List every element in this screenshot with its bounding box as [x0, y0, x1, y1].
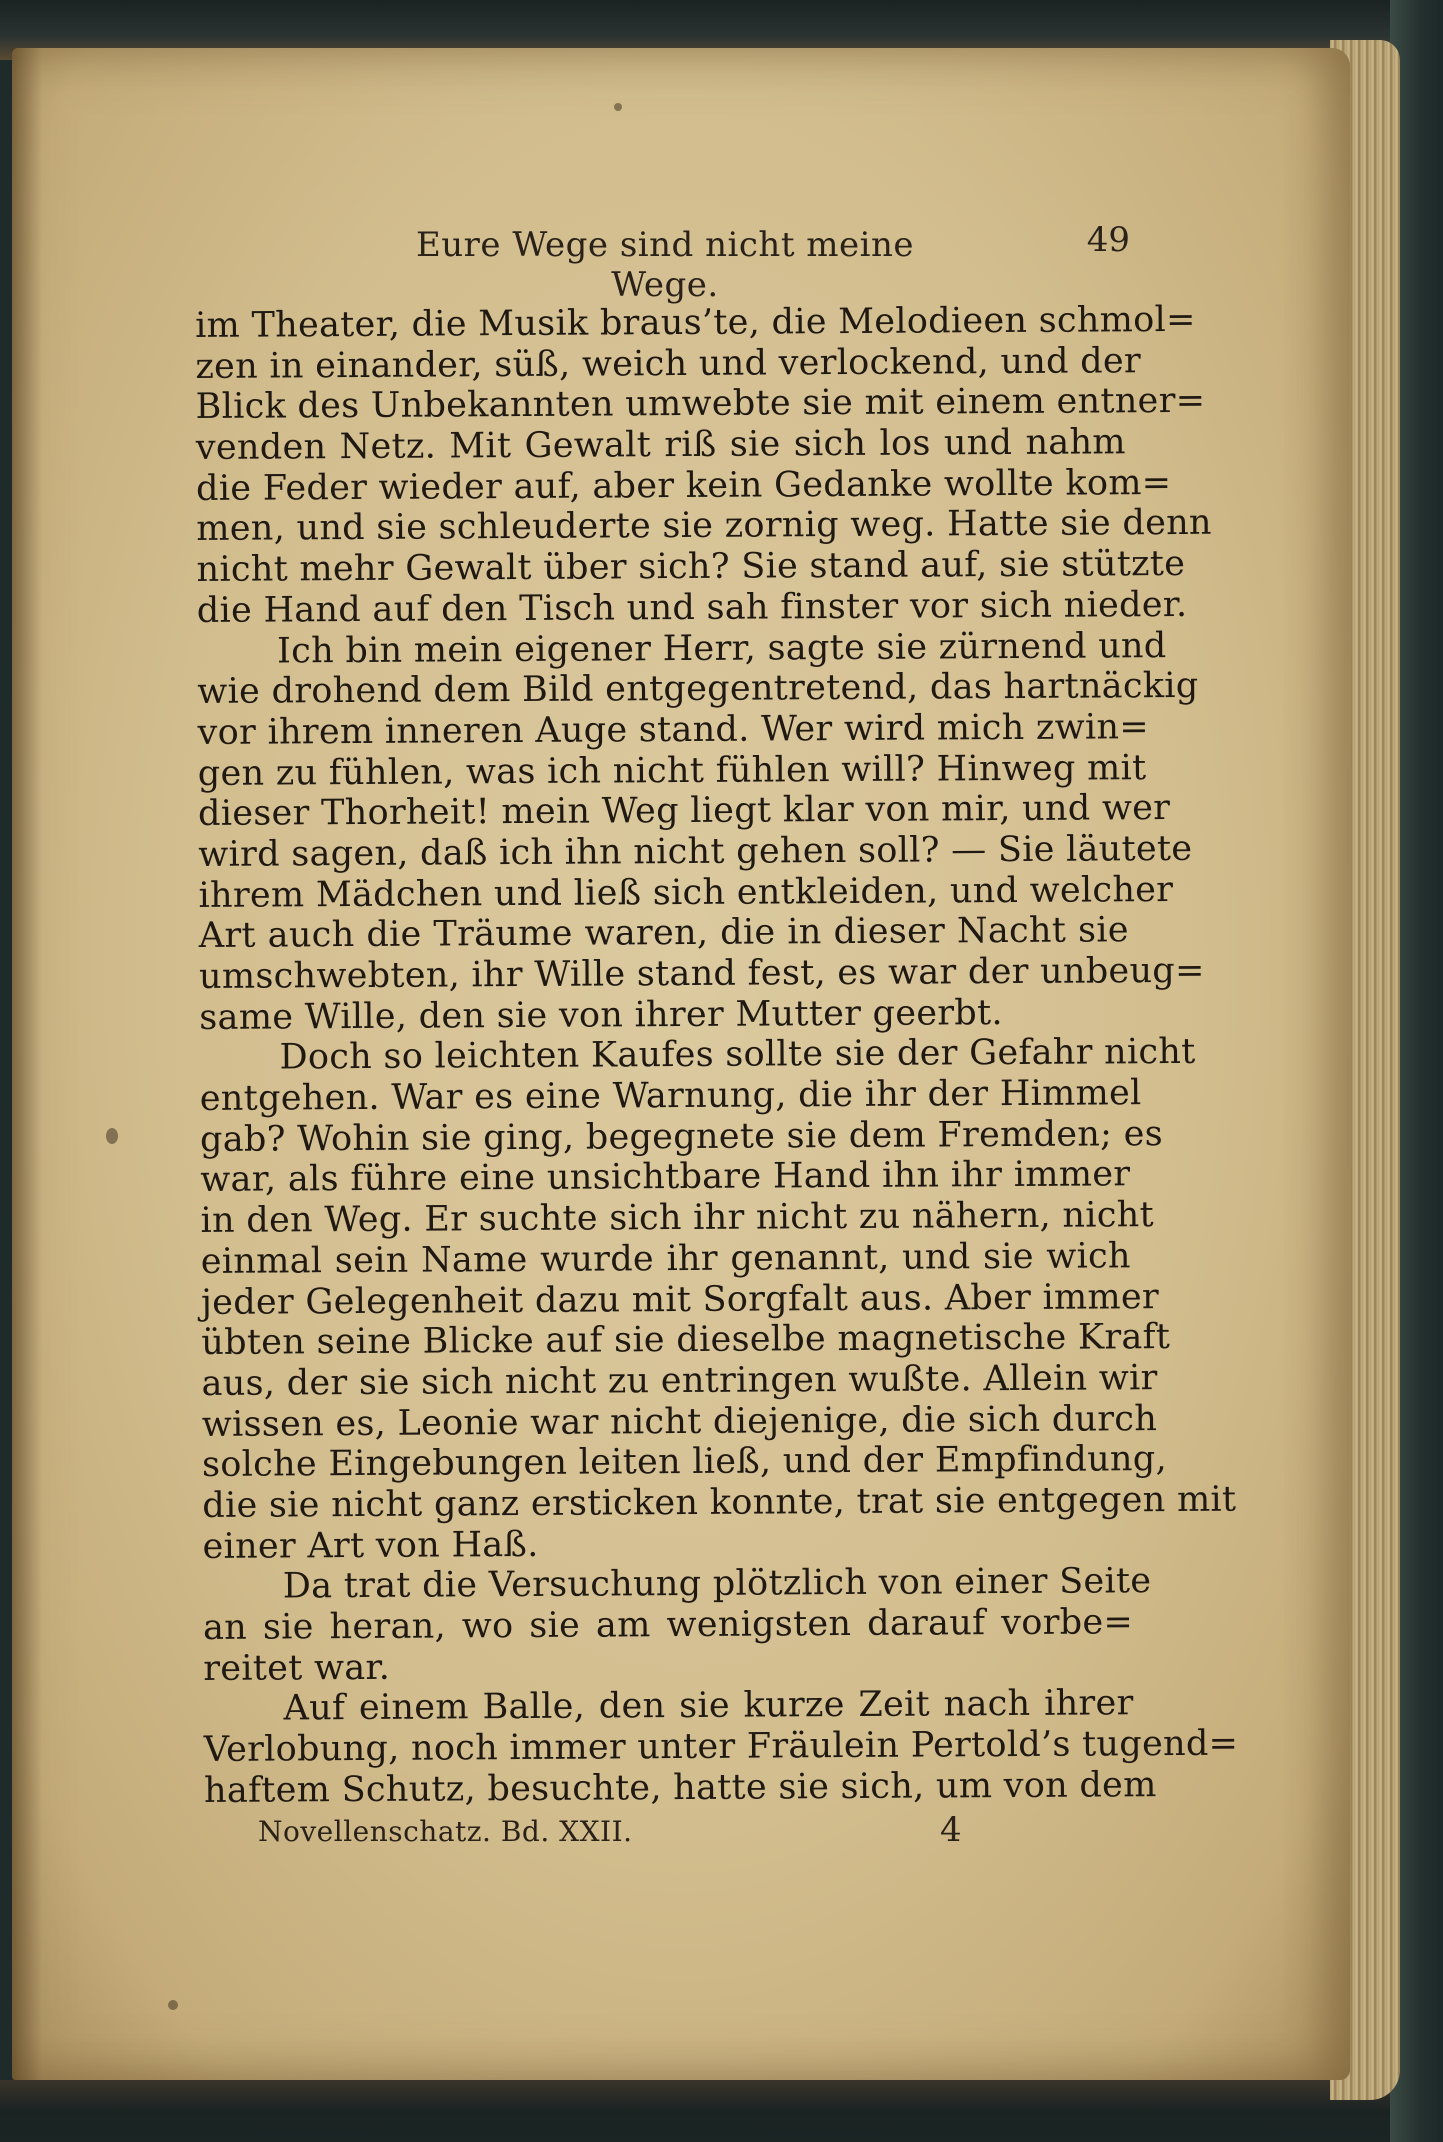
text-line: dieser Thorheit! mein Weg liegt klar von mir, und wer: [197, 788, 1171, 835]
text-line: ihrem Mädchen und ließ sich entkleiden, und welcher: [198, 869, 1174, 916]
paper-spot: [168, 2000, 178, 2010]
text-line: Doch so leichten Kaufes sollte sie der Gefahr nicht: [279, 1032, 1196, 1078]
text-line: nicht mehr Gewalt über sich? Sie stand auf, sie stützte: [196, 544, 1186, 591]
paper-spot: [614, 103, 622, 111]
text-line: einer Art von Haß.: [202, 1524, 539, 1567]
text-line: in den Weg. Er suchte sich ihr nicht zu nähern, nicht: [200, 1195, 1155, 1242]
text-line: einmal sein Name wurde ihr genannt, und sie wich: [200, 1236, 1131, 1282]
text-line: Verlobung, noch immer unter Fräulein Pertold’s tugend=: [203, 1723, 1239, 1771]
text-line: Da trat die Versuchung plötzlich von einer Seite: [282, 1561, 1152, 1607]
text-line: zen in einander, süß, weich und verlockend, und der: [195, 340, 1142, 387]
text-line: same Wille, den sie von ihrer Mutter geerbt.: [199, 992, 1003, 1038]
text-line: die Hand auf den Tisch und sah finster vor sich nieder.: [196, 584, 1188, 631]
text-line: war, als führe eine unsichtbare Hand ihn ihr immer: [200, 1154, 1131, 1201]
text-line: gen zu fühlen, was ich nicht fühlen will? Hinweg mit: [197, 747, 1147, 794]
text-line: reitet war.: [203, 1647, 391, 1689]
running-title: Eure Wege sind nicht meine Wege.: [415, 225, 915, 305]
background-bottom: [0, 2080, 1443, 2142]
signature-mark: 4: [940, 1810, 962, 1850]
text-line: Auf einem Balle, den sie kurze Zeit nach ihrer: [283, 1683, 1134, 1729]
body-text: [195, 299, 1239, 1811]
text-line: vor ihrem inneren Auge stand. Wer wird mich zwin=: [197, 707, 1150, 753]
paper-spot: [106, 1128, 118, 1144]
text-line: men, und sie schleuderte sie zornig weg. Hatte sie denn: [196, 503, 1212, 550]
text-line: die Feder wieder auf, aber kein Gedanke wollte kom=: [195, 462, 1172, 509]
text-line: gab? Wohin sie ging, begegnete sie dem Fremden; es: [199, 1113, 1164, 1160]
text-line: wissen es, Leonie war nicht diejenige, die sich durch: [201, 1398, 1158, 1445]
text-line: die sie nicht ganz ersticken konnte, trat sie entgegen mit: [202, 1479, 1237, 1526]
text-line: an sie heran, wo sie am wenigsten darauf vorbe=: [202, 1602, 1134, 1648]
text-line: haftem Schutz, besuchte, hatte sie sich, um von dem: [203, 1764, 1157, 1811]
printer-signature: Novellenschatz. Bd. XXII.: [258, 1815, 633, 1848]
text-line: Art auch die Träume waren, die in dieser Nacht sie: [198, 910, 1129, 957]
text-line: venden Netz. Mit Gewalt riß sie sich los und nahm: [195, 422, 1126, 469]
page-gutter-shadow: [12, 48, 42, 2080]
text-line: im Theater, die Musik braus’te, die Melodieen schmol=: [195, 299, 1196, 346]
text-line: Ich bin mein eigener Herr, sagte sie zürnend und: [276, 625, 1167, 672]
text-line: Blick des Unbekannten umwebte sie mit einem entner=: [195, 381, 1206, 428]
page-number: 49: [1086, 220, 1130, 260]
text-line: umschwebten, ihr Wille stand fest, es war der unbeug=: [198, 950, 1205, 997]
text-line: wird sagen, daß ich ihn nicht gehen soll? — Sie läutete: [198, 828, 1193, 875]
text-line: jeder Gelegenheit dazu mit Sorgfalt aus. Aber immer: [200, 1276, 1160, 1323]
text-line: übten seine Blicke auf sie dieselbe magnetische Kraft: [201, 1317, 1171, 1364]
text-line: solche Eingebungen leiten ließ, und der Empfindung,: [201, 1439, 1168, 1486]
text-line: entgehen. War es eine Warnung, die ihr der Himmel: [199, 1073, 1142, 1120]
text-line: wie drohend dem Bild entgegentretend, das hartnäckig: [197, 666, 1199, 713]
text-line: aus, der sie sich nicht zu entringen wußte. Allein wir: [201, 1358, 1158, 1404]
